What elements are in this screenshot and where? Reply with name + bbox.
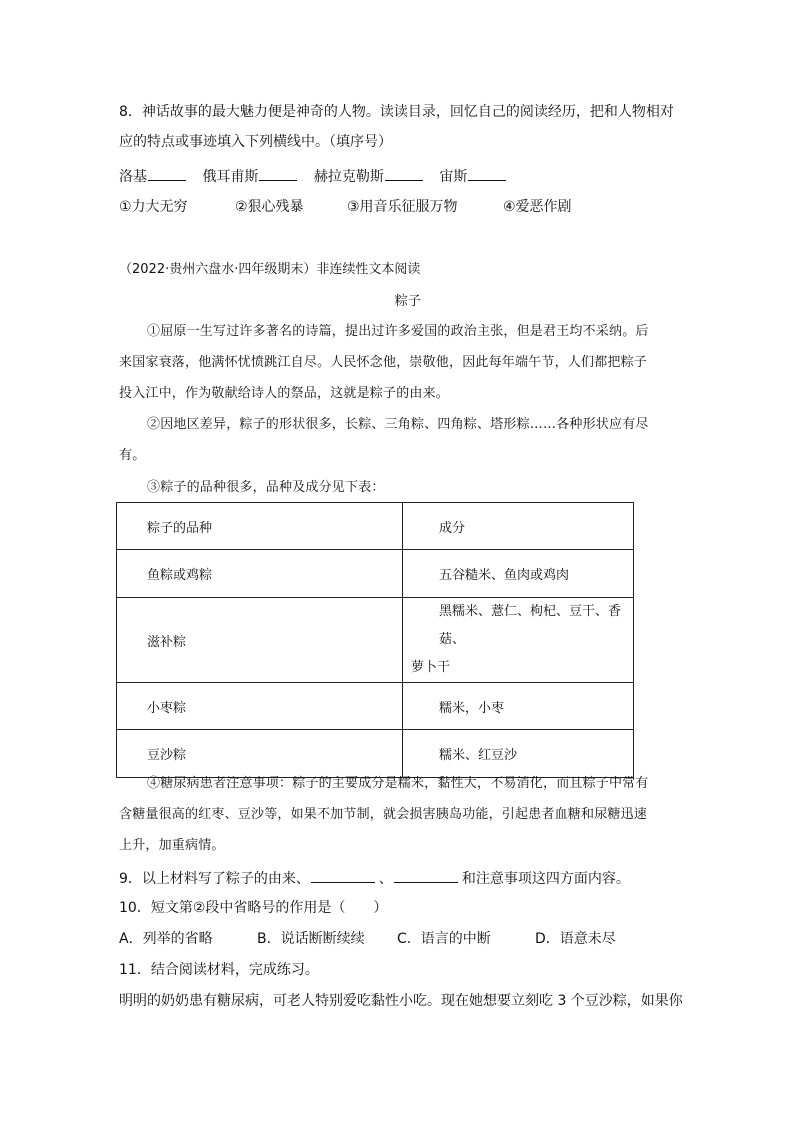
q9-blank-1[interactable] [311, 868, 375, 883]
q9-suffix: 和注意事项这四方面内容。 [461, 871, 630, 887]
table-cell-ingredients [403, 598, 634, 683]
table-cell-variety: 鱼粽或鸡粽 [117, 550, 403, 598]
q8-name-loki: 洛基 [119, 169, 147, 185]
article-p1-line3: 投入江中，作为敬献给诗人的祭品，这就是粽子的由来。 [119, 386, 450, 401]
q10-option-a: A．列举的省略 [119, 931, 213, 947]
table-cell-ingredients-line1: 黑糯米、薏仁、枸杞、豆干、香菇、 [439, 604, 622, 647]
q9-prefix: 9．以上材料写了粽子的由来、 [119, 871, 310, 887]
table-row [117, 550, 634, 598]
q8-stem-line1: 8．神话故事的最大魅力便是神奇的人物。读读目录，回忆自己的阅读经历，把和人物相对 [119, 104, 674, 120]
article-p2-line2: 有。 [119, 448, 146, 463]
q10-option-b: B．说话断断续续 [257, 931, 365, 947]
q10-option-c: C．语言的中断 [397, 931, 491, 947]
q8-blank-4[interactable] [468, 166, 506, 181]
q8-option-2: ②狠心残暴 [235, 199, 304, 215]
q8-option-1: ①力大无穷 [119, 199, 188, 215]
q11-stem: 11．结合阅读材料，完成练习。 [119, 962, 319, 978]
q8-option-4: ④爱恶作剧 [503, 199, 572, 215]
q8-options-row [119, 197, 572, 217]
q8-stem-line2: 应的特点或事迹填入下列横线中。（填序号） [119, 134, 392, 150]
q8-blank-3[interactable] [385, 166, 423, 181]
q8-fill-row [119, 166, 510, 187]
table-cell-variety: 小枣粽 [117, 683, 403, 730]
q9-separator: 、 [378, 871, 393, 887]
article-p4-line1: ④糖尿病患者注意事项：粽子的主要成分是糯米，黏性大，不易消化，而且粽子中常有 [147, 776, 649, 791]
article-p3: ③粽子的品种很多，品种及成分见下表： [147, 480, 385, 495]
table-header-ingredients: 成分 [403, 503, 634, 550]
table-cell-ingredients: 糯米、红豆沙 [403, 730, 634, 778]
q8-name-zeus: 宙斯 [439, 169, 468, 185]
q8-name-heracles: 赫拉克勒斯 [313, 169, 384, 185]
table-cell-variety: 滋补粽 [117, 598, 403, 683]
q11-scenario-line: 明明的奶奶患有糖尿病，可老人特别爱吃黏性小吃。现在她想要立刻吃 3 个豆沙粽，如果你 [119, 993, 683, 1009]
table-cell-ingredients-line2: 萝卜干 [411, 660, 451, 675]
q8-blank-1[interactable] [148, 166, 186, 181]
q10-option-d: D．语意未尽 [535, 931, 616, 947]
article-p1-line2: 来国家衰落，他满怀忧愤跳江自尽。人民怀念他，崇敬他，因此每年端午节，人们都把粽子 [119, 355, 648, 370]
table-header-row [117, 503, 634, 550]
q9-stem [119, 868, 630, 889]
zongzi-table [116, 502, 634, 778]
q10-stem: 10．短文第②段中省略号的作用是（ ） [119, 900, 388, 916]
article-p1-line1: ①屈原一生写过许多著名的诗篇，提出过许多爱国的政治主张，但是君王均不采纳。后 [147, 324, 649, 339]
table-cell-ingredients: 糯米，小枣 [403, 683, 634, 730]
article-title: 粽子 [394, 294, 422, 309]
table-row [117, 598, 634, 683]
table-cell-variety: 豆沙粽 [117, 730, 403, 778]
q10-options-row [119, 929, 616, 949]
q8-name-orpheus: 俄耳甫斯 [202, 169, 259, 185]
q8-option-3: ③用音乐征服万物 [347, 199, 458, 215]
table-row [117, 683, 634, 730]
table-row [117, 730, 634, 778]
reading-source: （2022·贵州六盘水·四年级期末）非连续性文本阅读 [119, 262, 421, 277]
article-p2-line1: ②因地区差异，粽子的形状很多，长粽、三角粽、四角粽、塔形粽……各种形状应有尽 [147, 417, 649, 432]
table-cell-ingredients: 五谷糙米、鱼肉或鸡肉 [403, 550, 634, 598]
article-p4-line2: 含糖量很高的红枣、豆沙等，如果不加节制，就会损害胰岛功能，引起患者血糖和尿糖迅速 [119, 807, 648, 822]
q8-blank-2[interactable] [259, 166, 297, 181]
q9-blank-2[interactable] [394, 868, 458, 883]
table-header-variety: 粽子的品种 [117, 503, 403, 550]
article-p4-line3: 上升，加重病情。 [119, 838, 225, 853]
